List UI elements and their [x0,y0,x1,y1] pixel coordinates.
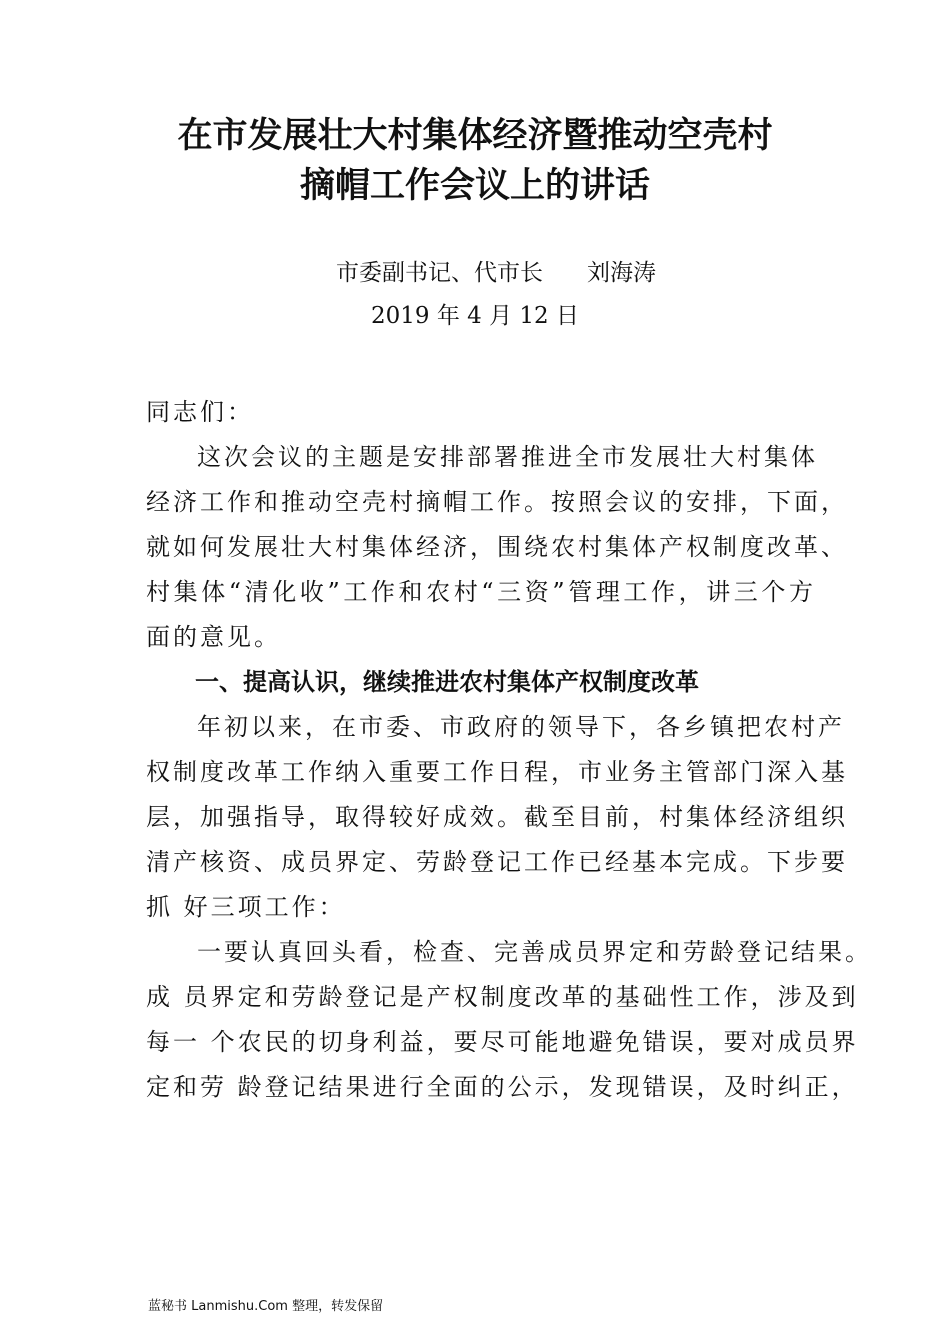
speech-date: 2019 年 4 月 12 日 [371,303,579,329]
paragraph-line: 一要认真回头看，检查、完善成员界定和劳龄登记结果。 [197,938,872,966]
paragraph-line: 抓 好三项工作： [146,893,346,921]
section-heading: 一、提高认识，继续推进农村集体产权制度改革 [195,668,699,696]
intro-line: 面的意见。 [146,623,281,651]
paragraph-line: 每一 个农民的切身利益，要尽可能地避免错误，要对成员界 [146,1028,859,1056]
speech-title-line-1: 在市发展壮大村集体经济暨推动空壳村 [177,116,773,156]
footer-watermark: 蓝秘书 Lanmishu.Com 整理，转发保留 [148,1299,384,1314]
intro-line: 这次会议的主题是安排部署推进全市发展壮大村集体 [197,443,818,471]
intro-line: 村集体“清化收”工作和农村“三资”管理工作，讲三个方 [146,578,816,606]
intro-line: 就如何发展壮大村集体经济，围绕农村集体产权制度改革、 [146,533,848,561]
paragraph-line: 层，加强指导，取得较好成效。截至目前，村集体经济组织 [146,803,848,831]
speaker-position: 市委副书记、代市长 [336,260,543,286]
salutation: 同志们： [146,398,254,426]
paragraph-line: 成 员界定和劳龄登记是产权制度改革的基础性工作，涉及到 [146,983,859,1011]
speech-title-line-2: 摘帽工作会议上的讲话 [299,166,650,206]
speaker-byline [0,257,950,289]
paragraph-line: 清产核资、成员界定、劳龄登记工作已经基本完成。下步要 [146,848,848,876]
paragraph-line: 权制度改革工作纳入重要工作日程，市业务主管部门深入基 [146,758,848,786]
paragraph-line: 年初以来，在市委、市政府的领导下，各乡镇把农村产 [197,713,845,741]
paragraph-line: 定和劳 龄登记结果进行全面的公示，发现错误，及时纠正， [146,1073,859,1101]
speaker-name: 刘海涛 [587,260,656,286]
intro-line: 经济工作和推动空壳村摘帽工作。按照会议的安排，下面， [146,488,848,516]
